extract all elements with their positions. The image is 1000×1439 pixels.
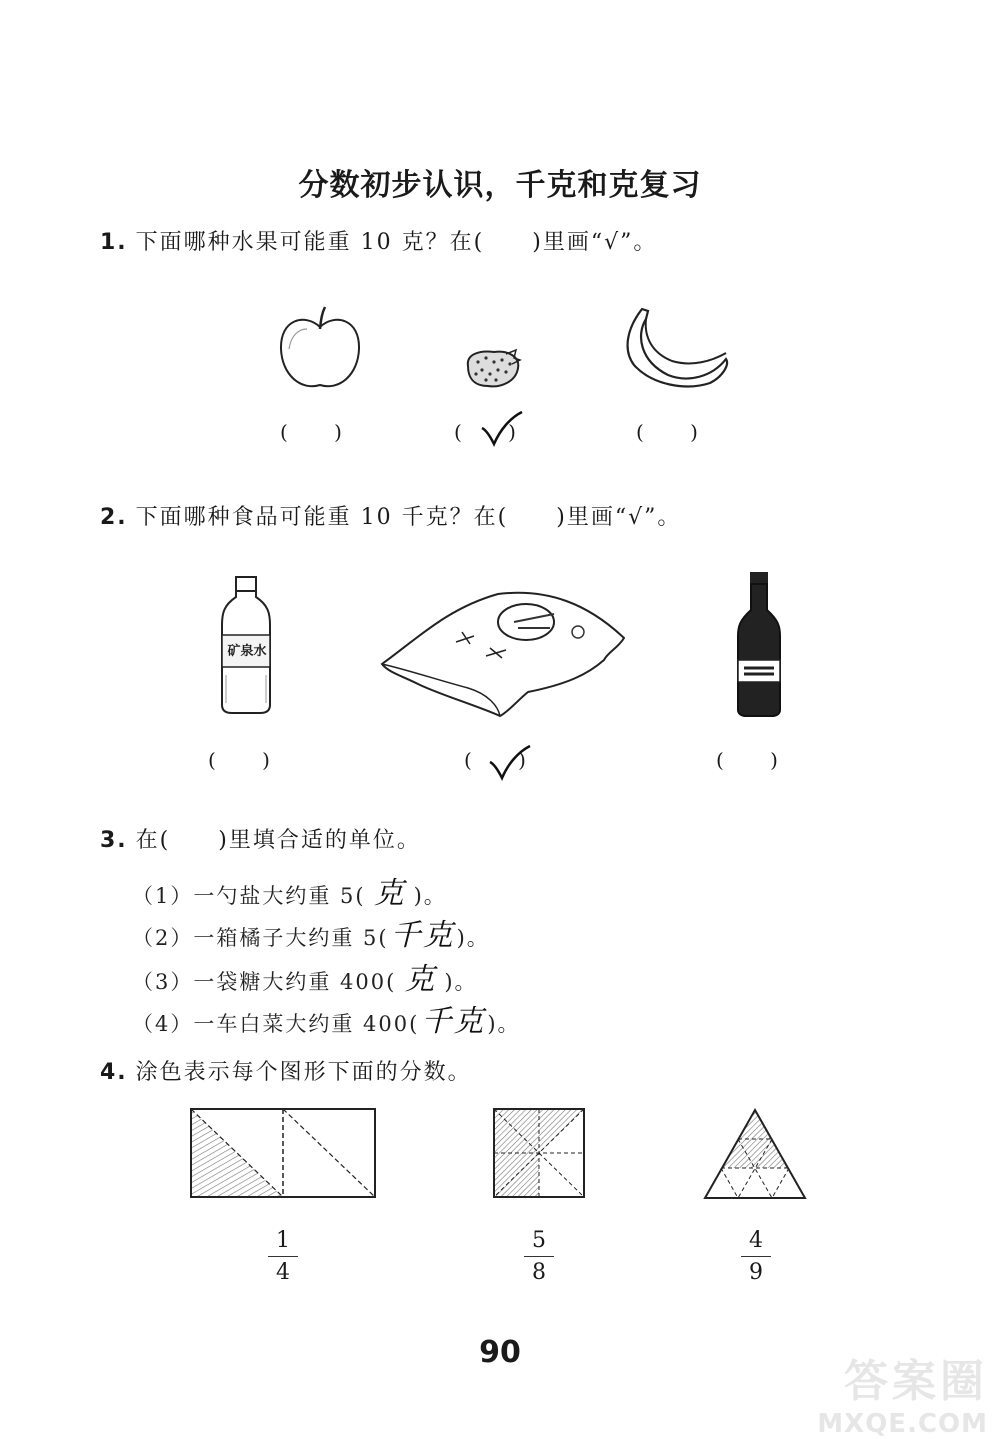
question-text: 下面哪种食品可能重 10 千克？在( )里画“√”。: [135, 505, 682, 530]
handwritten-answer[interactable]: 千克: [390, 918, 455, 953]
sub-question-text: （3）一袋糖大约重 400(: [132, 970, 397, 994]
sub-question-text: （4）一车白菜大约重 400(: [132, 1012, 420, 1036]
question-1: [100, 225, 657, 256]
numerator: 5: [532, 1228, 546, 1253]
question-text: 涂色表示每个图形下面的分数。: [135, 1060, 472, 1085]
question-2: [100, 500, 681, 531]
question-number: 4.: [100, 1060, 128, 1085]
rectangle-quarters-shape[interactable]: [190, 1108, 376, 1198]
sub-question-text: （2）一箱橘子大约重 5(: [132, 926, 389, 950]
checkmark-icon: [480, 410, 524, 446]
triangle-ninths-shape[interactable]: [703, 1108, 807, 1200]
question-3: [100, 823, 421, 854]
banana-icon: [622, 305, 732, 390]
strawberry-icon: [460, 348, 522, 390]
question-text: 在( )里填合适的单位。: [135, 828, 421, 853]
fraction-label: [741, 1228, 771, 1285]
handwritten-answer[interactable]: 千克: [421, 1004, 486, 1039]
sub-question-end: )。: [456, 926, 490, 950]
question-number: 2.: [100, 505, 128, 530]
numerator: 4: [749, 1228, 763, 1253]
watermark-line1: 答案圈: [844, 1356, 988, 1407]
answer-box[interactable]: ( ): [716, 748, 778, 772]
sub-question-text: （1）一勺盐大约重 5(: [132, 884, 366, 908]
question-4: [100, 1055, 472, 1086]
answer-box[interactable]: ( ): [636, 420, 698, 444]
sub-question: [132, 910, 490, 954]
page-title: 分数初步认识，千克和克复习: [298, 168, 702, 203]
wine-bottle-icon: [734, 570, 784, 718]
sub-question-end: )。: [444, 970, 478, 994]
bottle-label: 矿泉水: [227, 644, 267, 659]
fraction-label: [268, 1228, 298, 1285]
apple-icon: [275, 305, 365, 395]
watermark-line2: MXQE.COM: [817, 1409, 988, 1439]
answer-box[interactable]: ( ): [454, 420, 516, 444]
answer-box[interactable]: ( ): [280, 420, 342, 444]
handwritten-answer[interactable]: 克: [373, 876, 406, 911]
numerator: 1: [276, 1228, 290, 1253]
denominator: 4: [276, 1260, 290, 1285]
sub-question: [132, 954, 478, 998]
denominator: 9: [749, 1260, 763, 1285]
answer-box[interactable]: ( ): [208, 748, 270, 772]
question-number: 1.: [100, 230, 128, 255]
handwritten-answer[interactable]: 克: [404, 962, 437, 997]
denominator: 8: [532, 1260, 546, 1285]
rice-sack-icon: [378, 588, 628, 718]
question-number: 3.: [100, 828, 128, 853]
sub-question-end: )。: [413, 884, 447, 908]
question-text: 下面哪种水果可能重 10 克？在( )里画“√”。: [135, 230, 658, 255]
page-number: 90: [479, 1335, 521, 1370]
sub-question: [132, 868, 447, 912]
sub-question-end: )。: [487, 1012, 521, 1036]
fraction-label: [524, 1228, 554, 1285]
sub-question: [132, 996, 521, 1040]
watermark: [817, 1345, 988, 1439]
square-eighths-shape[interactable]: [493, 1108, 585, 1198]
checkmark-icon: [488, 744, 532, 780]
answer-box[interactable]: ( ): [464, 748, 526, 772]
